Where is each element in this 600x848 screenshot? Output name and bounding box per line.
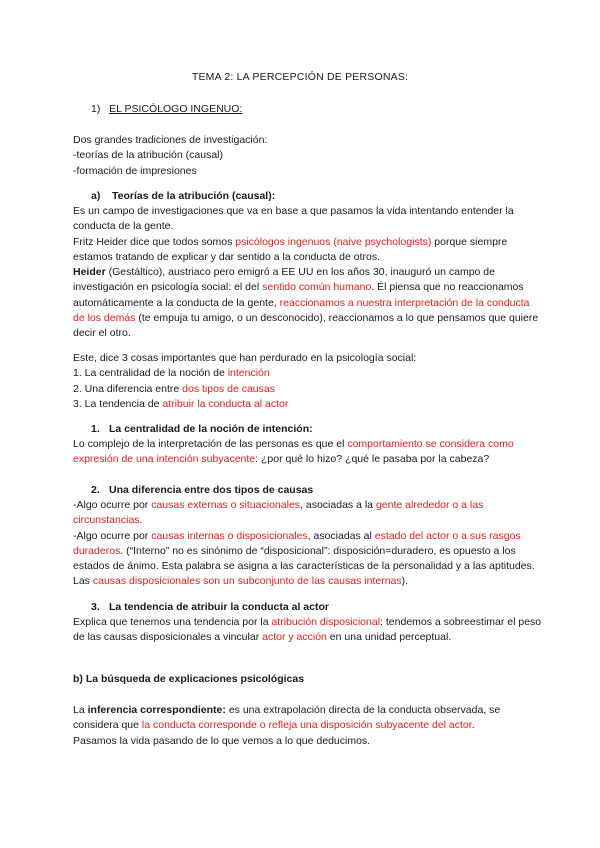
text-span: 3. La tendencia de — [73, 397, 163, 410]
highlight-interpretacion: reaccionamos a nuestra interpretación de la conducta de los demás — [73, 296, 530, 325]
highlight-subconjunto: causas disposicionales son un subconjunto de las causas internas — [92, 575, 402, 588]
text-span: 1. La centralidad de la noción de — [73, 367, 228, 380]
text-span: -Algo ocurre por — [73, 529, 152, 542]
highlight-intencion: intención — [227, 367, 270, 380]
paragraph-a-line-1: Es un campo de investigaciones que va en base a que pasamos la vida intentando entender la conducta de la gente. — [73, 205, 514, 233]
point-1 — [73, 366, 543, 381]
text-span: . Él piensa que no reaccionamos automáticamente a la conducta de la gente, — [73, 281, 524, 309]
paragraph-a-line-3 — [73, 265, 543, 341]
intro-line-1: Dos grandes tradiciones de investigación: — [73, 134, 268, 146]
highlight-atribuir: atribuir la conducta al actor — [162, 397, 289, 410]
heading-3 — [91, 600, 561, 615]
section-1-number: 1) — [91, 103, 101, 115]
highlight-comportamiento: comportamiento se considera como expresión de una intención subyacente — [73, 438, 514, 466]
text-span: -Algo ocurre por — [73, 499, 152, 511]
paragraph-4-main — [73, 703, 543, 734]
text-span: (te empuja tu amigo, o un desconocido), reaccionamos a lo que pensamos que quiere decir el otro. — [73, 312, 539, 340]
heading-2-text: Una diferencia entre dos tipos de causas — [109, 484, 314, 496]
paragraph-3 — [73, 615, 543, 646]
heading-3-text: La tendencia de atribuir la conducta al actor — [109, 601, 329, 613]
paragraph-2-external — [73, 498, 543, 529]
text-span: 2. Una diferencia entre — [73, 382, 183, 395]
highlight-atribucion-disposicional: atribución disposicional — [271, 616, 381, 628]
section-1-title: EL PSICÓLOGO INGENUO: — [109, 103, 243, 115]
highlight-sentido-comun: sentido común humano — [262, 281, 372, 294]
heading-1-text: La centralidad de la noción de intención: — [109, 423, 313, 435]
point-3 — [73, 397, 543, 412]
heading-1-number: 1. — [91, 423, 100, 435]
text-span: . (“Interno” no es sinónimo de “disposicional”: disposición=duradero, es opuesto a los estados de ánimo. Esta palabra se asigna a las características de la personalidad y a las aptitudes. Las — [73, 544, 535, 588]
heider-bold: Heider — [73, 266, 106, 279]
heading-2 — [91, 483, 561, 498]
paragraph-4-last: Pasamos la vida pasando de lo que vemos a lo que deducimos. — [73, 734, 371, 747]
highlight-actor-accion: actor y acción — [262, 631, 327, 644]
point-2 — [73, 382, 543, 397]
highlight-naive-psychologists: psicólogos ingenuos (naive psychologists) — [235, 235, 432, 248]
three-points-block — [73, 351, 543, 412]
inferencia-bold: inferencia correspondiente: — [87, 704, 226, 716]
text-span: Lo complejo de la interpretación de las personas es que el — [73, 438, 348, 450]
text-span: . — [139, 514, 143, 527]
intro-line-3: -formación de impresiones — [73, 164, 197, 177]
paragraph-2 — [73, 498, 543, 590]
paragraph-a — [73, 204, 543, 342]
highlight-circunstancias: gente alrededor o a las circunstancias — [73, 499, 484, 527]
text-span: en una unidad perceptual. — [326, 631, 452, 644]
text-span: La — [73, 704, 88, 716]
section-1-heading — [91, 102, 561, 117]
paragraph-a-line-2 — [73, 235, 543, 266]
intro-line-2: -teorías de la atribución (causal) — [73, 149, 223, 162]
text-span: porque siempre estamos tratando de explicar y dar sentido a la conducta de otros. — [73, 235, 508, 263]
subsection-a-title: Teorías de la atribución (causal): — [112, 190, 276, 202]
document-title: TEMA 2: LA PERCEPCIÓN DE PERSONAS: — [191, 71, 409, 83]
text-span: , asociadas al — [307, 529, 375, 542]
text-span: es una extrapolación directa de la conducta observada, se considera que — [73, 704, 501, 732]
text-span: : ¿por qué lo hizo? ¿qué le pasaba por la cabeza? — [255, 453, 490, 466]
heading-2-number: 2. — [91, 484, 100, 496]
text-span: , asociadas a la — [300, 499, 376, 511]
paragraph-4 — [73, 703, 543, 749]
highlight-conducta-corresponde: la conducta corresponde o refleja una disposición subyacente del actor — [141, 719, 472, 732]
highlight-causas-externas: causas externas o situacionales — [151, 499, 301, 511]
subsection-b-heading: b) La búsqueda de explicaciones psicológicas — [73, 673, 305, 685]
highlight-causas-internas: causas internas o disposicionales — [151, 529, 308, 542]
heading-1 — [91, 422, 561, 437]
highlight-dos-tipos: dos tipos de causas — [182, 382, 275, 395]
intro-block — [73, 133, 543, 179]
subsection-a-heading — [91, 189, 561, 204]
text-span: : tendemos a sobreestimar el peso de las causas disposicionales a vincular — [73, 616, 542, 644]
text-span: (Gestáltico), austriaco pero emigró a EE UU en los años 30, inauguró un campo de investigación en psicología social: el del — [73, 266, 495, 294]
text-span: . — [471, 719, 475, 732]
text-span: ). — [401, 575, 409, 588]
three-points-intro: Este, dice 3 cosas importantes que han perdurado en la psicología social: — [73, 352, 417, 364]
paragraph-1 — [73, 437, 543, 468]
highlight-estado-actor: estado del actor o a sus rasgos duraderos — [73, 529, 521, 557]
paragraph-2-internal — [73, 529, 543, 590]
heading-3-number: 3. — [91, 601, 100, 613]
text-span: Explica que tenemos una tendencia por la — [73, 616, 272, 628]
text-span: Fritz Heider dice que todos somos — [73, 235, 236, 248]
subsection-a-label: a) — [91, 190, 101, 202]
